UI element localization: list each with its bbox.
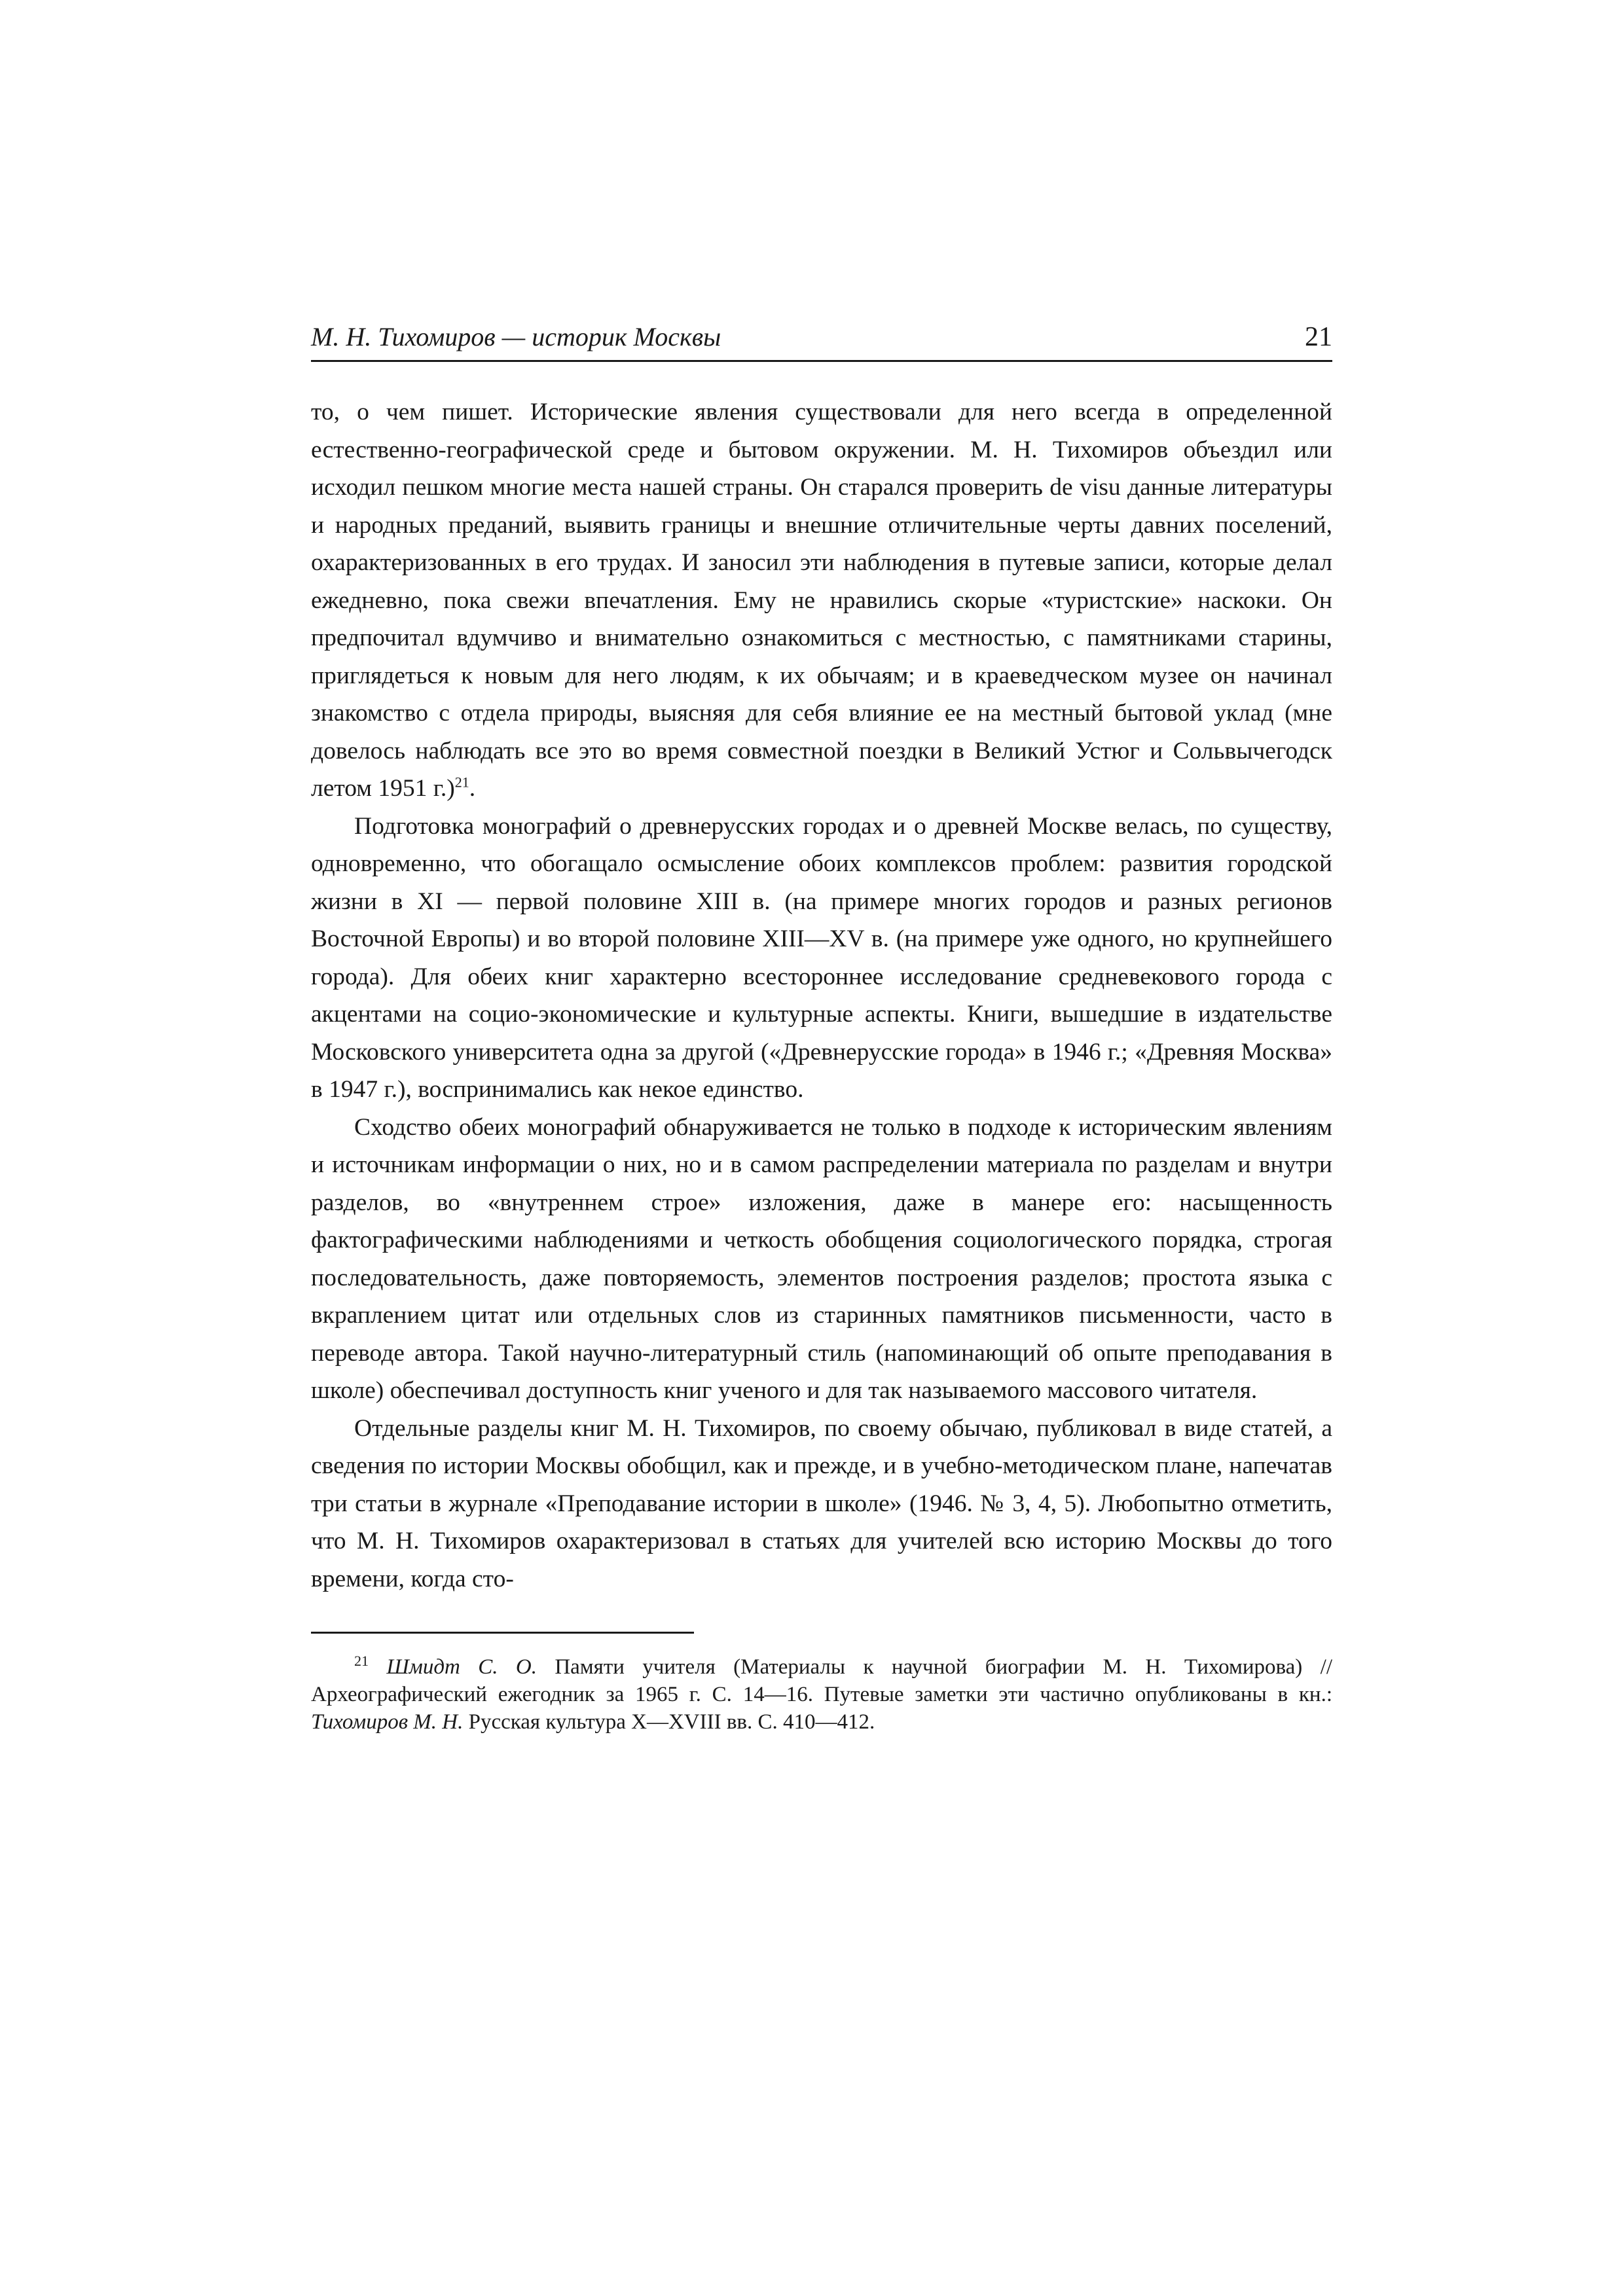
- footnote-author-2: Тихомиров М. Н.: [311, 1710, 464, 1734]
- footnote-text-1: Памяти учителя (Материалы к научной биографии М. Н. Тихомирова) // Археографический ежегодник за 1965 г. С. 14—16. Путевые заметки эти частично опубликованы в кн.:: [311, 1655, 1332, 1706]
- paragraph-4: Отдельные разделы книг М. Н. Тихомиров, по своему обычаю, публиковал в виде статей, а сведения по истории Москвы обобщил, как и прежде, и в учебно-методическом плане, напечатав три статьи в журнале «Преподавание истории в школе» (1946. № 3, 4, 5). Любопытно отметить, что М. Н. Тихомиров охарактеризовал в статьях для учителей всю историю Москвы до того времени, когда сто-: [311, 1414, 1332, 1592]
- paragraph-2: Подготовка монографий о древнерусских городах и о древней Москве велась, по существу, одновременно, что обогащало осмысление обоих комплексов проблем: развития городской жизни в XI — первой половине XIII в. (на примере многих городов и разных регионов Восточной Европы) и во второй половине XIII—XV в. (на примере уже одного, но крупнейшего города). Для обеих книг характерно всестороннее исследование средневекового города с акцентами на социо-экономические и культурные аспекты. Книги, вышедшие в издательстве Московского университета одна за другой («Древнерусские города» в 1946 г.; «Древняя Москва» в 1947 г.), воспринимались как некое единство.: [311, 812, 1332, 1103]
- paragraph-3: Сходство обеих монографий обнаруживается не только в подходе к историческим явлениям и источникам информации о них, но и в самом распределении материала по разделам и внутри разделов, во «внутреннем строе» изложения, даже в манере его: насыщенность фактографическими наблюдениями и четкость обобщения социологического порядка, строгая последовательность, даже повторяемость, элементов построения разделов; простота языка с вкраплением цитат или отдельных слов из старинных памятников письменности, часто в переводе автора. Такой научно-литературный стиль (напоминающий об опыте преподавания в школе) обеспечивал доступность книг ученого и для так называемого массового читателя.: [311, 1113, 1332, 1404]
- footnote-21: [311, 1653, 1332, 1736]
- body-text: [311, 393, 1332, 1598]
- footnote-mark: 21: [354, 1653, 369, 1669]
- paragraph-1-text: то, о чем пишет. Исторические явления существовали для него всегда в определенной естественно-географической среде и бытовом окружении. М. Н. Тихомиров объездил или исходил пешком многие места нашей страны. Он старался проверить de visu данные литературы и народных преданий, выявить границы и внешние отличительные черты давних поселений, охарактеризованных в его трудах. И заносил эти наблюдения в путевые записи, которые делал ежедневно, пока свежи впечатления. Ему не нравились скорые «туристские» наскоки. Он предпочитал вдумчиво и внимательно ознакомиться с местностью, с памятниками старины, приглядеться к новым для него людям, к их обычаям; и в краеведческом музее он начинал знакомство с отдела природы, выясняя для себя влияние ее на местный бытовой уклад (мне довелось наблюдать все это во время совместной поездки в Великий Устюг и Сольвычегодск летом 1951 г.): [311, 399, 1332, 802]
- running-head: [311, 321, 1332, 362]
- running-title: М. Н. Тихомиров — историк Москвы: [311, 322, 721, 351]
- page-number: 21: [1305, 322, 1332, 352]
- book-page: [311, 321, 1332, 1736]
- paragraph-1: [311, 393, 1332, 808]
- footnote-text-2: Русская культура X—XVIII вв. С. 410—412.: [463, 1710, 875, 1734]
- footnote-rule: [311, 1632, 694, 1634]
- footnote-ref-21: 21: [454, 774, 469, 791]
- footnote-author-1: Шмидт С. О.: [386, 1655, 537, 1679]
- paragraph-1-tail: .: [469, 775, 476, 802]
